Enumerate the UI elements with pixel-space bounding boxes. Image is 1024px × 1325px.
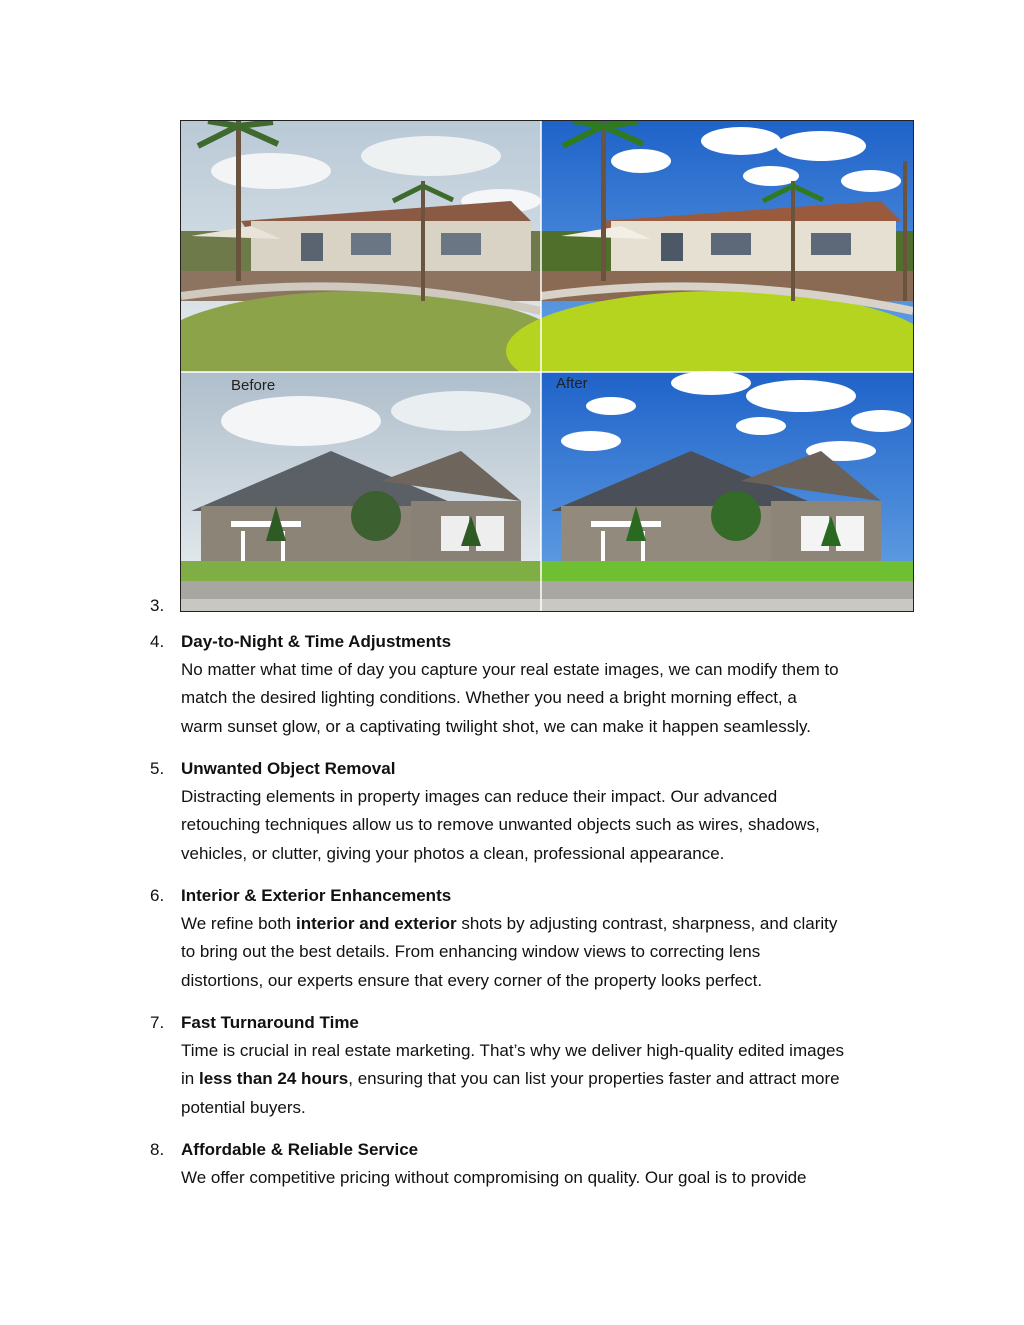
list-number: 5. [150,759,165,778]
body-text: , ensuring that you can list your properties faster and attract more [348,1069,840,1089]
before-after-figure [180,120,914,612]
photo-bottom-after [541,371,913,611]
item-title: Interior & Exterior Enhancements [181,886,452,905]
body-line: warm sunset glow, or a captivating twilight shot, we can make it happen seamlessly. [181,716,811,736]
list-item-object-removal [181,755,921,868]
list-item-turnaround [181,1009,921,1122]
list-number: 8. [150,1140,165,1159]
item-title: Fast Turnaround Time [181,1013,359,1032]
body-line: match the desired lighting conditions. Whether you need a bright morning effect, a [181,688,797,708]
after-label: After [556,375,588,392]
item-title: Unwanted Object Removal [181,759,396,778]
body-text: We refine both [181,914,296,934]
item-body [181,656,921,741]
body-line: to bring out the best details. From enhancing window views to correcting lens [181,942,761,962]
list-number: 3. [150,596,165,615]
list-item-day-to-night [181,628,921,741]
body-line: distortions, our experts ensure that every corner of the property looks perfect. [181,970,763,990]
item-body [181,910,921,995]
body-line: vehicles, or clutter, giving your photos a clean, professional appearance. [181,843,725,863]
body-text: shots by adjusting contrast, sharpness, and clarity [456,914,838,934]
body-line: Distracting elements in property images can reduce their impact. Our advanced [181,787,778,807]
photo-top-before [181,121,571,411]
photo-top-after [506,121,913,411]
item-title: Day-to-Night & Time Adjustments [181,632,452,651]
body-line: retouching techniques allow us to remove unwanted objects such as wires, shadows, [181,815,820,835]
body-text: in [181,1069,199,1089]
body-line: potential buyers. [181,1097,306,1117]
list-number: 6. [150,886,165,905]
body-emphasis: interior and exterior [295,914,457,934]
body-line: No matter what time of day you capture your real estate images, we can modify them to [181,660,839,680]
item-body [181,1164,921,1192]
body-line [181,1065,921,1093]
item-body [181,1037,921,1122]
list-number: 7. [150,1013,165,1032]
body-emphasis: less than 24 hours [198,1069,349,1089]
before-after-collage [181,121,913,611]
item-title: Affordable & Reliable Service [181,1140,419,1159]
before-label: Before [231,377,276,394]
list-number: 4. [150,632,165,651]
body-line: We offer competitive pricing without compromising on quality. Our goal is to provide [181,1168,807,1188]
body-line: Time is crucial in real estate marketing. That’s why we deliver high-quality edited images [181,1041,844,1061]
list-item-affordable [181,1136,921,1192]
body-line [181,910,921,938]
list-item-enhancements [181,882,921,995]
item-body [181,783,921,868]
photo-bottom-before [181,372,541,611]
